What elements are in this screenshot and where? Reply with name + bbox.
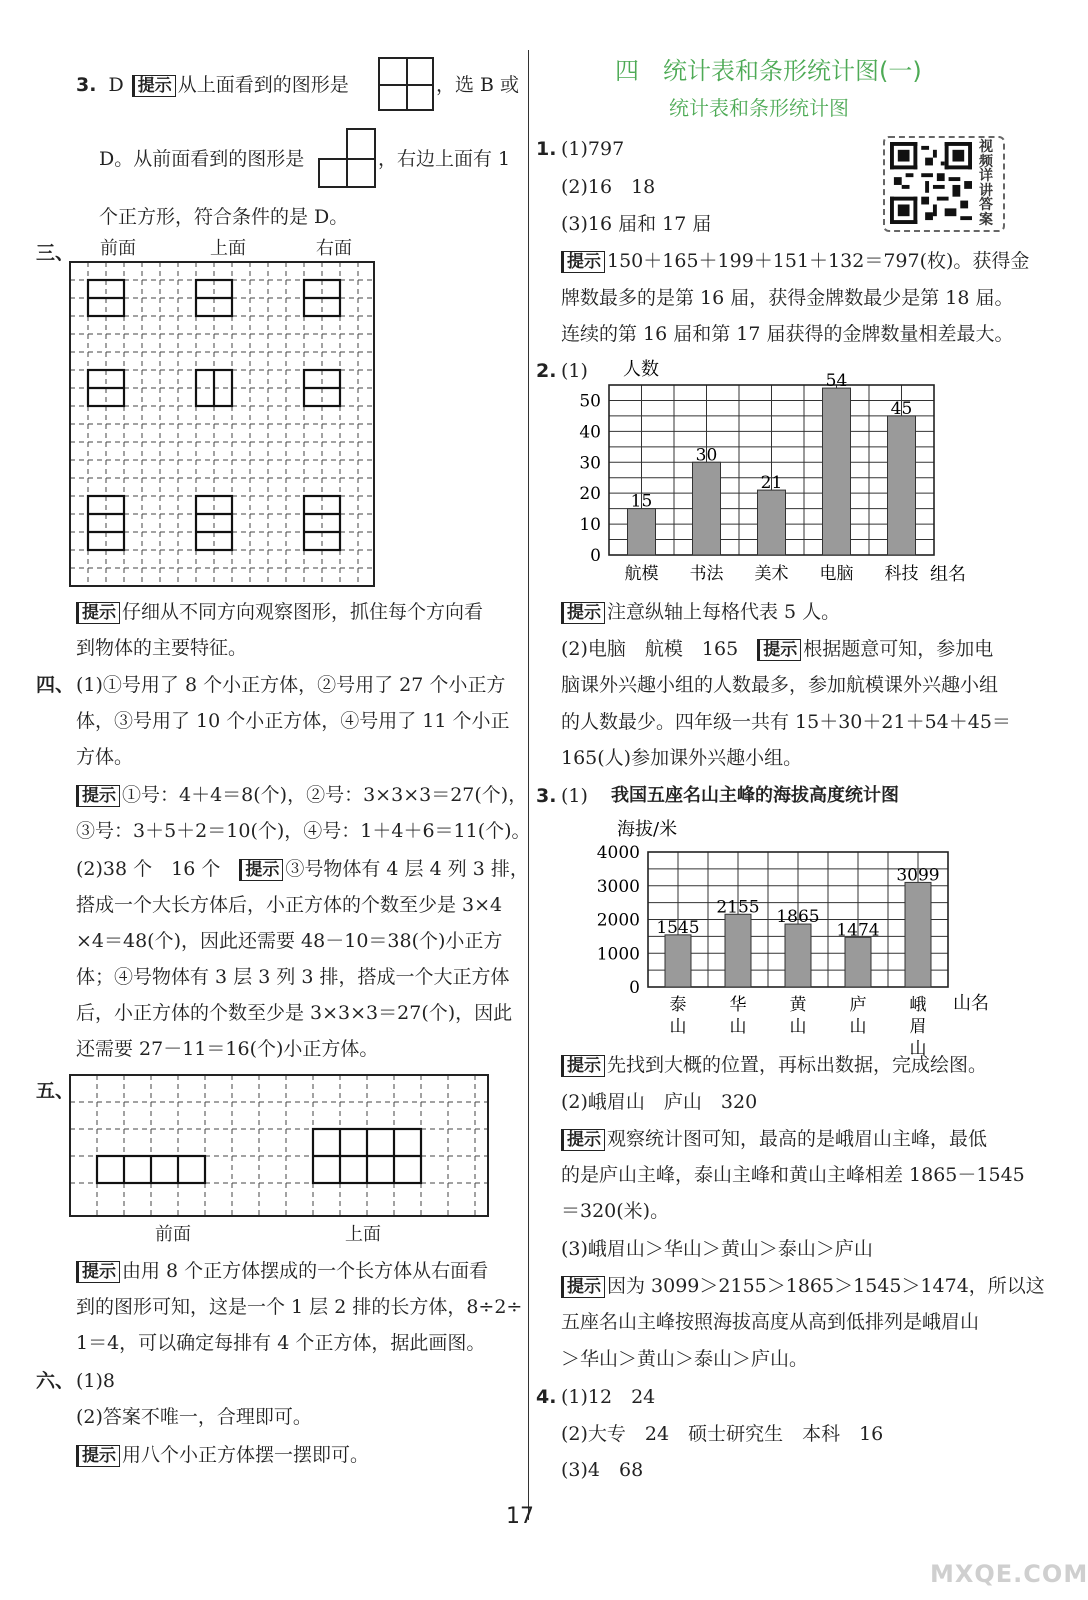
chart2-category-label: 山 bbox=[669, 1017, 687, 1037]
chapter-heading: 四 统计表和条形统计图(一) bbox=[615, 57, 922, 85]
column-divider bbox=[528, 50, 529, 1520]
tip-label: 提示 bbox=[76, 785, 120, 807]
q3-line2-end: ，右边上面有 1 bbox=[378, 148, 511, 170]
tip-label: 提示 bbox=[76, 602, 120, 624]
section-6-part2: (2)答案不唯一，合理即可。 bbox=[76, 1406, 312, 1428]
section-4-part2: (2)38 个 16 个 提示 ③号物体有 4 层 4 列 3 排， bbox=[76, 858, 529, 880]
chart1-bar bbox=[823, 388, 851, 555]
chart2-data-label: 1865 bbox=[776, 907, 820, 928]
section-5-tip-line2: 到的图形可知，这是一个 1 层 2 排的长方体，8÷2÷ bbox=[76, 1296, 523, 1318]
q3-tip3-line1: 提示 因为 3099＞2155＞1865＞1545＞1474，所以这 bbox=[561, 1273, 1045, 1299]
chart1-ytick-label: 50 bbox=[579, 391, 601, 412]
chart1-ytick-label: 40 bbox=[579, 422, 601, 443]
qr-code-icon bbox=[890, 142, 972, 224]
q3-part3: (3)峨眉山＞华山＞黄山＞泰山＞庐山 bbox=[561, 1238, 873, 1260]
chart2-category-label: 山 bbox=[909, 1039, 927, 1059]
section-4-line: 体，③号用了 10 个小正方体，④号用了 11 个小正 bbox=[76, 710, 510, 732]
q3-number: 3. bbox=[536, 785, 557, 807]
q4-part1: (1)12 24 bbox=[561, 1386, 656, 1408]
qr-code[interactable] bbox=[883, 136, 1005, 232]
chart2-bar bbox=[725, 914, 751, 987]
chart2-ytick-label: 1000 bbox=[596, 944, 640, 965]
q2-part1: (1) bbox=[561, 360, 588, 382]
tip-label: 提示 bbox=[561, 251, 605, 273]
section-6-part1: (1)8 bbox=[76, 1370, 116, 1392]
chart2-data-label: 3099 bbox=[896, 865, 940, 886]
chart2-bar bbox=[905, 882, 931, 987]
chart2-ytick-label: 3000 bbox=[596, 876, 640, 897]
q3-tip2-line1: 提示 观察统计图可知，最高的是峨眉山主峰，最低 bbox=[561, 1126, 987, 1152]
q2-number: 2. bbox=[536, 360, 557, 382]
q4-part2: (2)大专 24 硕士研究生 本科 16 bbox=[561, 1423, 884, 1445]
section-3-grid bbox=[70, 262, 374, 586]
chart2-category-label: 山 bbox=[789, 1017, 807, 1037]
view-label-top: 上面 bbox=[210, 238, 246, 259]
chart1-data-label: 21 bbox=[760, 473, 783, 494]
watermark: MXQE.COM bbox=[930, 1560, 1088, 1588]
q1-tip-line1: 提示 150＋165＋199＋151＋132＝797(枚)。获得金 bbox=[561, 248, 1029, 274]
chart2-ylabel: 海拔/米 bbox=[617, 819, 678, 840]
q2-part2: (2)电脑 航模 165 提示 根据题意可知，参加电 bbox=[561, 638, 994, 660]
tip-label: 提示 bbox=[76, 1445, 120, 1467]
chart1-ylabel: 人数 bbox=[623, 359, 659, 380]
section-4-label: 四、 bbox=[36, 674, 75, 696]
front-view-shape bbox=[318, 128, 378, 188]
chart2-category-label: 庐 bbox=[849, 995, 867, 1015]
chart2-xlabel: 山名 bbox=[953, 993, 989, 1014]
chart1-data-label: 54 bbox=[825, 371, 848, 392]
section-6-tip: 提示 用八个小正方体摆一摆即可。 bbox=[76, 1442, 369, 1468]
view-label-top: 上面 bbox=[345, 1224, 381, 1245]
tip-label: 提示 bbox=[76, 1261, 120, 1283]
q3-tip: 提示 先找到大概的位置，再标出数据，完成绘图。 bbox=[561, 1052, 987, 1078]
section-4-tip-line2: ③号：3＋5＋2＝10(个)，④号：1＋4＋6＝11(个)。 bbox=[76, 820, 531, 842]
q1-part3: (3)16 届和 17 届 bbox=[561, 213, 712, 235]
chart2-category-label: 黄 bbox=[789, 995, 807, 1015]
q3-tip2-line2: 的是庐山主峰，泰山主峰和黄山主峰相差 1865－1545 bbox=[561, 1164, 1025, 1186]
chart1-ytick-label: 30 bbox=[579, 453, 601, 474]
q2-tip: 提示 注意纵轴上每格代表 5 人。 bbox=[561, 599, 840, 625]
qr-caption: 视频详讲答案 bbox=[979, 139, 993, 228]
section-subheading: 统计表和条形统计图 bbox=[669, 96, 849, 120]
section-5-tip-line3: 1＝4，可以确定每排有 4 个正方体，据此画图。 bbox=[76, 1332, 486, 1354]
tip-label: 提示 bbox=[561, 1276, 605, 1298]
chart1-bar bbox=[758, 490, 786, 555]
tip-label: 提示 bbox=[239, 859, 283, 881]
chart2-category-label: 山 bbox=[849, 1017, 867, 1037]
view-label-front: 前面 bbox=[155, 1224, 191, 1245]
q3-tip2-line3: ＝320(米)。 bbox=[561, 1200, 670, 1222]
tip-label: 提示 bbox=[561, 602, 605, 624]
chart2-bar bbox=[785, 924, 811, 987]
tip-label: 提示 bbox=[132, 75, 176, 97]
section-5-grid bbox=[70, 1075, 488, 1216]
chart2-bar bbox=[845, 937, 871, 987]
q4-number: 4. bbox=[536, 1386, 557, 1408]
chart2-data-label: 1474 bbox=[836, 920, 880, 941]
chart2-category-label: 峨 bbox=[909, 995, 927, 1015]
q1-part1: (1)797 bbox=[561, 138, 625, 160]
chart2-data-label: 2155 bbox=[716, 897, 760, 918]
q2-line: 165(人)参加课外兴趣小组。 bbox=[561, 747, 803, 769]
q3-line1-end: ，选 B 或 bbox=[436, 74, 520, 96]
chart2-ytick-label: 0 bbox=[629, 978, 640, 998]
chart1-ytick-label: 0 bbox=[590, 546, 601, 566]
section-3-label: 三、 bbox=[36, 242, 75, 264]
section-4-line: 搭成一个大长方体后，小正方体的个数至少是 3×4 bbox=[76, 894, 503, 916]
section-4-line: ×4＝48(个)，因此还需要 48－10＝38(个)小正方 bbox=[76, 930, 503, 952]
q3-line1: 3. D 提示 从上面看到的图形是 bbox=[76, 74, 349, 96]
section-4-line: 还需要 27－11＝16(个)小正方体。 bbox=[76, 1038, 379, 1060]
chart2-category-label: 华 bbox=[729, 995, 747, 1015]
chart1-category-label: 美术 bbox=[754, 564, 789, 584]
section-4-line: 后，小正方体的个数至少是 3×3×3＝27(个)，因此 bbox=[76, 1002, 513, 1024]
chart1-category-label: 航模 bbox=[624, 564, 659, 584]
chart2-ytick-label: 4000 bbox=[596, 843, 640, 863]
section-4-tip-line1: 提示 ①号：4＋4＝8(个)，②号：3×3×3＝27(个)， bbox=[76, 782, 527, 808]
chart1-bar bbox=[693, 462, 721, 555]
chart1-ytick-label: 10 bbox=[579, 515, 601, 536]
q3-part2: (2)峨眉山 庐山 320 bbox=[561, 1091, 758, 1113]
chart2-bar bbox=[665, 935, 691, 987]
chart2-title: 我国五座名山主峰的海拔高度统计图 bbox=[611, 785, 899, 806]
q2-line: 脑课外兴趣小组的人数最多，参加航模课外兴趣小组 bbox=[561, 674, 999, 696]
chart1-xlabel: 组名 bbox=[930, 564, 966, 585]
chart1-bar bbox=[888, 416, 916, 555]
q4-part3: (3)4 68 bbox=[561, 1459, 644, 1481]
page-number: 17 bbox=[506, 1504, 534, 1529]
chart1-ytick-label: 20 bbox=[579, 484, 601, 505]
chart2-category-label: 泰 bbox=[669, 995, 687, 1015]
chart1-data-label: 45 bbox=[890, 398, 913, 419]
chart1-category-label: 书法 bbox=[689, 564, 724, 584]
view-label-front: 前面 bbox=[100, 238, 136, 259]
tip-label: 提示 bbox=[561, 1055, 605, 1077]
section-3-tip-line1: 提示 仔细从不同方向观察图形，抓住每个方向看 bbox=[76, 599, 483, 625]
chart1-bar bbox=[628, 509, 656, 555]
q3-part1: (1) bbox=[561, 785, 588, 807]
section-5-label: 五、 bbox=[36, 1080, 75, 1102]
chart2-data-label: 1545 bbox=[656, 917, 700, 938]
view-label-right: 右面 bbox=[316, 238, 352, 259]
section-4-line: 体；④号物体有 3 层 3 列 3 排，搭成一个大正方体 bbox=[76, 966, 510, 988]
q3-line2: D。从前面看到的图形是 bbox=[99, 148, 305, 170]
q1-tip-line3: 连续的第 16 届和第 17 届获得的金牌数量相差最大。 bbox=[561, 323, 1014, 345]
q3-tip3-line3: ＞华山＞黄山＞泰山＞庐山。 bbox=[561, 1348, 809, 1370]
chart1-data-label: 30 bbox=[695, 445, 718, 466]
chart1-data-label: 15 bbox=[630, 491, 653, 512]
chart-mountain-heights bbox=[555, 815, 1035, 1059]
tip-label: 提示 bbox=[561, 1129, 605, 1151]
section-3-tip-line2: 到物体的主要特征。 bbox=[76, 637, 248, 659]
q3-line3: 个正方形，符合条件的是 D。 bbox=[99, 206, 349, 228]
q2-line: 的人数最少。四年级一共有 15＋30＋21＋54＋45＝ bbox=[561, 711, 1011, 733]
q1-tip-line2: 牌数最多的是第 16 届，获得金牌数最少是第 18 届。 bbox=[561, 287, 1014, 309]
q1-number: 1. bbox=[536, 138, 557, 160]
section-4-line: (1)①号用了 8 个小正方体，②号用了 27 个小正方 bbox=[76, 674, 506, 696]
section-5-tip-line1: 提示 由用 8 个正方体摆成的一个长方体从右面看 bbox=[76, 1258, 488, 1284]
section-4-line: 方体。 bbox=[76, 746, 134, 768]
q3-tip3-line2: 五座名山主峰按照海拔高度从高到低排列是峨眉山 bbox=[561, 1311, 980, 1333]
chart2-category-label: 眉 bbox=[909, 1017, 927, 1037]
q1-part2: (2)16 18 bbox=[561, 176, 656, 198]
top-view-shape bbox=[378, 57, 434, 111]
chart-interest-groups bbox=[575, 355, 1045, 590]
section-6-label: 六、 bbox=[36, 1370, 75, 1392]
chart1-category-label: 科技 bbox=[884, 564, 919, 584]
chart2-ytick-label: 2000 bbox=[596, 910, 640, 931]
chart2-category-label: 山 bbox=[729, 1017, 747, 1037]
tip-label: 提示 bbox=[757, 639, 801, 661]
chart1-category-label: 电脑 bbox=[819, 564, 854, 584]
